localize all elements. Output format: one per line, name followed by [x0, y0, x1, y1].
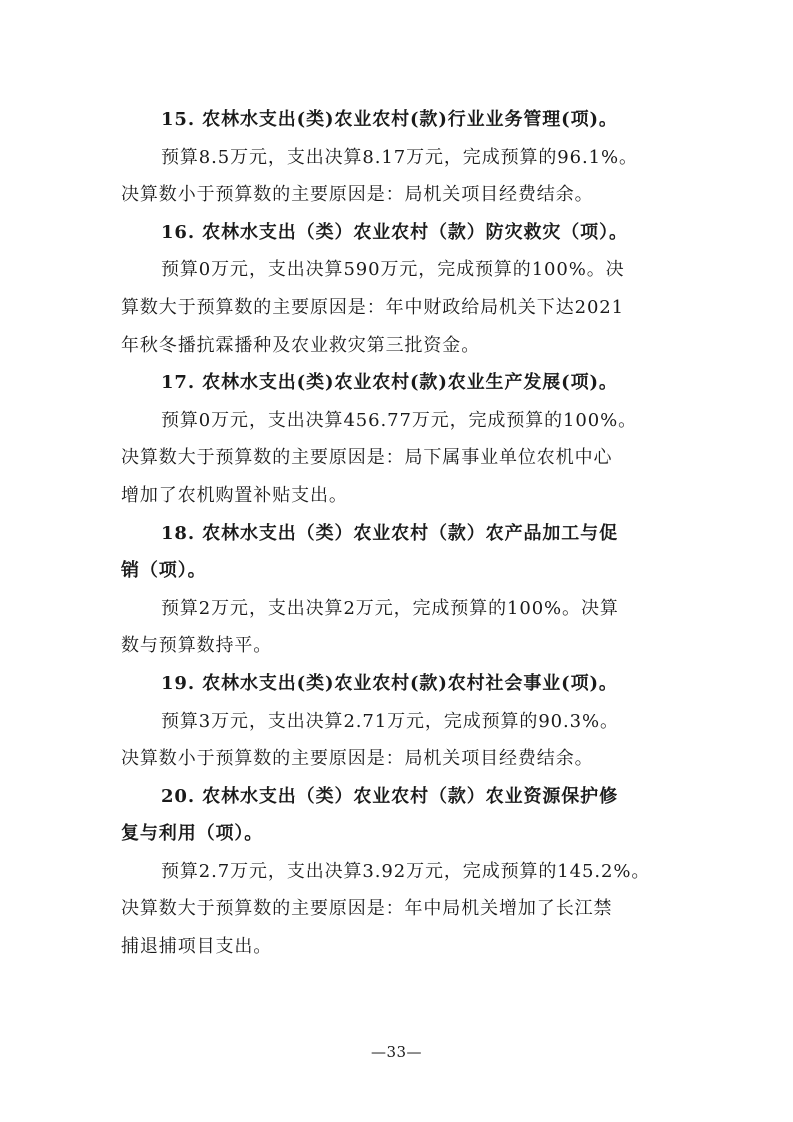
paragraph-line: 增加了农机购置补贴支出。 [121, 484, 348, 506]
section-heading-17: 17. 农林水支出(类)农业农村(款)农业生产发展(项)。 [161, 372, 618, 394]
paragraph-line: 决算数小于预算数的主要原因是：局机关项目经费结余。 [121, 184, 594, 206]
section-heading-18: 18. 农林水支出（类）农业农村（款）农产品加工与促 [161, 522, 618, 544]
paragraph-line: 年秋冬播抗霖播种及农业救灾第三批资金。 [121, 334, 481, 356]
paragraph-line: 预算3万元，支出决算2.71万元，完成预算的90.3%。 [161, 710, 619, 732]
page-number: —33— [370, 1043, 423, 1061]
paragraph-line: 预算8.5万元，支出决算8.17万元，完成预算的96.1%。 [161, 146, 638, 168]
paragraph-line: 数与预算数持平。 [121, 635, 273, 657]
paragraph-line: 算数大于预算数的主要原因是：年中财政给局机关下达2021 [121, 296, 625, 318]
paragraph-line: 预算0万元，支出决算456.77万元，完成预算的100%。 [161, 409, 637, 431]
paragraph-line: 预算2.7万元，支出决算3.92万元，完成预算的145.2%。 [161, 860, 651, 882]
paragraph-line: 决算数小于预算数的主要原因是：局机关项目经费结余。 [121, 748, 594, 770]
paragraph-line: 决算数大于预算数的主要原因是：年中局机关增加了长江禁 [121, 898, 613, 920]
paragraph-line: 预算2万元，支出决算2万元，完成预算的100%。决算 [161, 597, 619, 619]
section-heading-20-continued: 复与利用（项）。 [121, 823, 264, 845]
section-heading-16: 16. 农林水支出（类）农业农村（款）防灾救灾（项）。 [161, 221, 628, 243]
paragraph-line: 捕退捕项目支出。 [121, 936, 273, 958]
section-heading-19: 19. 农林水支出(类)农业农村(款)农村社会事业(项)。 [161, 672, 618, 694]
section-heading-15: 15. 农林水支出(类)农业农村(款)行业业务管理(项)。 [161, 109, 618, 130]
document-body [121, 101, 681, 966]
section-heading-20: 20. 农林水支出（类）农业农村（款）农业资源保护修 [161, 785, 618, 807]
paragraph-line: 预算0万元，支出决算590万元，完成预算的100%。决 [161, 259, 625, 281]
section-heading-18-continued: 销（项）。 [121, 560, 207, 582]
paragraph-line: 决算数大于预算数的主要原因是：局下属事业单位农机中心 [121, 447, 613, 469]
